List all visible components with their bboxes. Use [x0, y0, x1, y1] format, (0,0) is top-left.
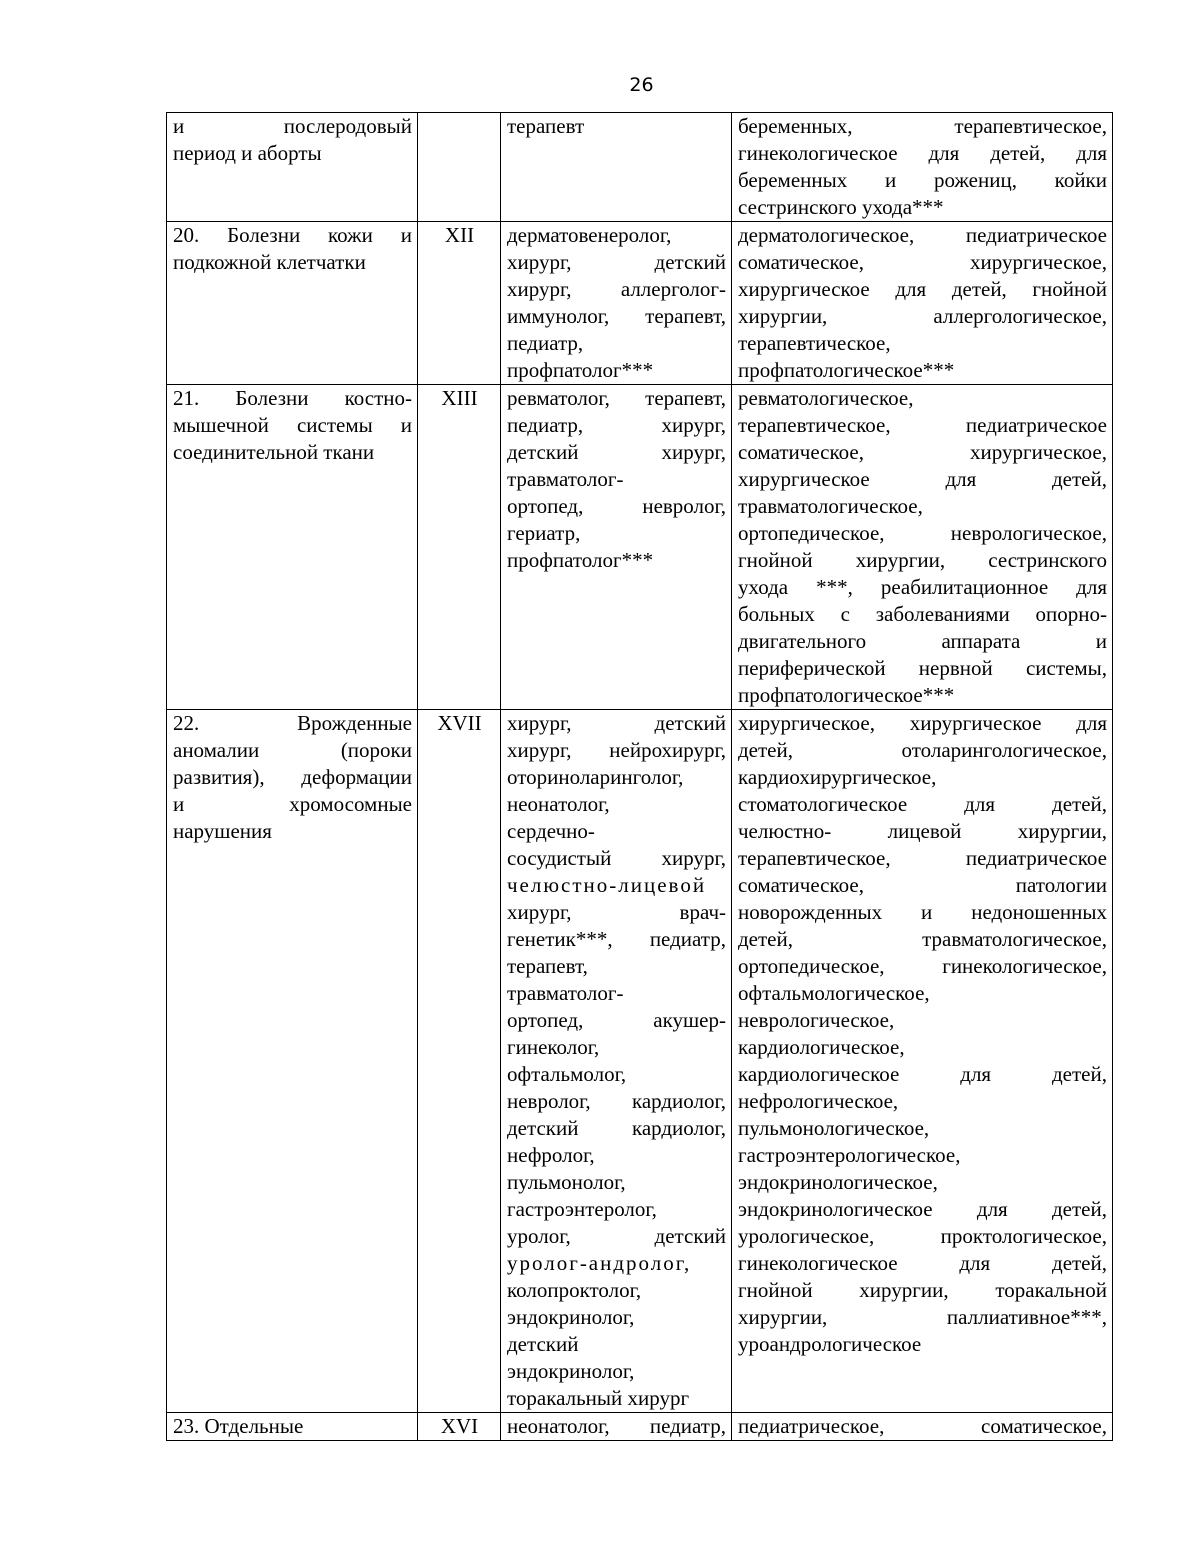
cell-text-line: мышечной системы и	[173, 413, 412, 437]
cell-text-line: эндокринологическое для детей,	[738, 1197, 1107, 1221]
cell-text-line: торакальный хирург	[507, 1386, 690, 1410]
cell-text-line: 23. Отдельные	[173, 1414, 304, 1438]
cell-text-line: генетик***, педиатр,	[507, 927, 726, 951]
cell-text-line: больных с заболеваниями опорно-	[738, 602, 1107, 626]
table-row	[167, 710, 1113, 1413]
cell-text-line: период и аборты	[173, 141, 322, 165]
cell-text-line: эндокринологическое,	[738, 1170, 938, 1194]
cell-text-line: новорожденных и недоношенных	[738, 900, 1107, 924]
cell-text-line: гнойной хирургии, торакальной	[738, 1278, 1107, 1302]
cell-text-line: колопроктолог,	[507, 1278, 642, 1302]
cell-text-line: урологическое, проктологическое,	[738, 1224, 1107, 1248]
cell-text-line: детский хирург,	[507, 440, 726, 464]
cell-text-line: детей, травматологическое,	[738, 927, 1107, 951]
cell-text-line: уроандрологическое	[738, 1332, 922, 1356]
cell-text-line: офтальмолог,	[507, 1062, 627, 1086]
cell-text-line: нефролог,	[507, 1143, 595, 1167]
cell-text-line: соматическое, хирургическое,	[738, 250, 1107, 274]
specialists-cell	[501, 1413, 732, 1441]
cell-text-line: педиатр,	[507, 331, 584, 355]
cell-text-line: нефрологическое,	[738, 1089, 899, 1113]
cell-text-line: развития), деформации	[173, 765, 412, 789]
cell-text-line: ревматолог, терапевт,	[507, 386, 726, 410]
cell-text-line: сосудистый хирург,	[507, 846, 726, 870]
cell-text-line: кардиологическое,	[738, 1035, 905, 1059]
cell-text-line: аномалии (пороки	[173, 738, 412, 762]
cell-text-line: гастроэнтеролог,	[507, 1197, 657, 1221]
cell-text-line: педиатрическое, соматическое,	[738, 1414, 1107, 1438]
icd-class-cell: XIII	[418, 385, 501, 710]
cell-text-line: иммунолог, терапевт,	[507, 304, 726, 328]
cell-text-line: офтальмологическое,	[738, 981, 930, 1005]
disease-cell	[167, 385, 418, 710]
cell-text-line: невролог, кардиолог,	[507, 1089, 726, 1113]
cell-text-line: терапевтическое, педиатрическое	[738, 846, 1107, 870]
cell-text-line: соматическое, хирургическое,	[738, 440, 1107, 464]
specialists-cell	[501, 710, 732, 1413]
cell-text-line: уролог, детский	[507, 1224, 726, 1248]
bed-profiles-cell	[732, 1413, 1113, 1441]
icd-class-cell: XVI	[418, 1413, 501, 1441]
cell-text-line: гериатр,	[507, 521, 581, 545]
cell-text-line: неонатолог,	[507, 792, 610, 816]
cell-text-line: дерматовенеролог,	[507, 223, 672, 247]
cell-text-line: 20. Болезни кожи и	[173, 223, 412, 247]
cell-text-line: дерматологическое, педиатрическое	[738, 223, 1107, 247]
specialists-cell	[501, 113, 732, 222]
disease-cell	[167, 222, 418, 385]
cell-text-line: хирург, детский	[507, 711, 726, 735]
cell-text-line: детский кардиолог,	[507, 1116, 726, 1140]
cell-text-line: хирургическое, хирургическое для	[738, 711, 1107, 735]
bed-profiles-cell	[732, 385, 1113, 710]
cell-text-line: и послеродовый	[173, 114, 412, 138]
cell-text-line: терапевт,	[507, 954, 588, 978]
cell-text-line: эндокринолог,	[507, 1305, 635, 1329]
specialists-cell	[501, 385, 732, 710]
table-row	[167, 113, 1113, 222]
medical-profile-table	[166, 112, 1113, 1441]
disease-cell	[167, 113, 418, 222]
cell-text-line: сердечно-	[507, 819, 595, 843]
cell-text-line: травматологическое,	[738, 494, 923, 518]
cell-text-line: двигательного аппарата и	[738, 629, 1107, 653]
cell-text-line: ортопед, невролог,	[507, 494, 726, 518]
cell-text-line: пульмонолог,	[507, 1170, 626, 1194]
disease-cell	[167, 710, 418, 1413]
cell-text-line: хирургии, паллиативное***,	[738, 1305, 1107, 1329]
cell-text-line: челюстно-лицевой	[507, 873, 707, 897]
cell-text-line: подкожной клетчатки	[173, 250, 366, 274]
icd-class-cell	[418, 113, 501, 222]
cell-text-line: гнойной хирургии, сестринского	[738, 548, 1107, 572]
cell-text-line: ортопедическое, гинекологическое,	[738, 954, 1107, 978]
cell-text-line: хирург, аллерголог-	[507, 277, 726, 301]
cell-text-line: оториноларинголог,	[507, 765, 684, 789]
cell-text-line: терапевт	[507, 114, 585, 138]
cell-text-line: детский	[507, 1332, 579, 1356]
cell-text-line: хирургическое для детей,	[738, 467, 1107, 491]
cell-text-line: гинекологическое для детей, для	[738, 141, 1107, 165]
cell-text-line: профпатологическое***	[738, 358, 955, 382]
bed-profiles-cell	[732, 710, 1113, 1413]
cell-text-line: нарушения	[173, 819, 272, 843]
bed-profiles-cell	[732, 113, 1113, 222]
specialists-cell	[501, 222, 732, 385]
cell-text-line: сестринского ухода***	[738, 195, 944, 219]
bed-profiles-cell	[732, 222, 1113, 385]
cell-text-line: беременных, терапевтическое,	[738, 114, 1107, 138]
cell-text-line: ревматологическое,	[738, 386, 914, 410]
cell-text-line: хирург, детский	[507, 250, 726, 274]
cell-text-line: хирург, врач-	[507, 900, 726, 924]
cell-text-line: 21. Болезни костно-	[173, 386, 412, 410]
table-row	[167, 222, 1113, 385]
cell-text-line: неонатолог, педиатр,	[507, 1414, 726, 1438]
cell-text-line: профпатологическое***	[738, 683, 955, 707]
cell-text-line: травматолог-	[507, 467, 624, 491]
cell-text-line: хирург, нейрохирург,	[507, 738, 726, 762]
table-row	[167, 385, 1113, 710]
cell-text-line: ухода ***, реабилитационное для	[738, 575, 1107, 599]
cell-text-line: детей, отоларингологическое,	[738, 738, 1107, 762]
cell-text-line: хирургическое для детей, гнойной	[738, 277, 1107, 301]
cell-text-line: кардиохирургическое,	[738, 765, 937, 789]
cell-text-line: педиатр, хирург,	[507, 413, 726, 437]
cell-text-line: травматолог-	[507, 981, 624, 1005]
cell-text-line: профпатолог***	[507, 548, 654, 572]
cell-text-line: 22. Врожденные	[173, 711, 412, 735]
icd-class-cell: XVII	[418, 710, 501, 1413]
cell-text-line: терапевтическое, педиатрическое	[738, 413, 1107, 437]
disease-cell	[167, 1413, 418, 1441]
cell-text-line: челюстно- лицевой хирургии,	[738, 819, 1107, 843]
page-number: 26	[629, 74, 654, 96]
cell-text-line: ортопед, акушер-	[507, 1008, 726, 1032]
cell-text-line: беременных и рожениц, койки	[738, 168, 1107, 192]
cell-text-line: пульмонологическое,	[738, 1116, 930, 1140]
cell-text-line: неврологическое,	[738, 1008, 895, 1032]
cell-text-line: соединительной ткани	[173, 440, 375, 464]
cell-text-line: эндокринолог,	[507, 1359, 635, 1383]
cell-text-line: терапевтическое,	[738, 331, 891, 355]
icd-class-cell: XII	[418, 222, 501, 385]
table-row	[167, 1413, 1113, 1441]
cell-text-line: ортопедическое, неврологическое,	[738, 521, 1107, 545]
cell-text-line: гинеколог,	[507, 1035, 600, 1059]
cell-text-line: уролог-андролог,	[507, 1251, 692, 1275]
cell-text-line: хирургии, аллергологическое,	[738, 304, 1107, 328]
cell-text-line: кардиологическое для детей,	[738, 1062, 1107, 1086]
cell-text-line: гастроэнтерологическое,	[738, 1143, 961, 1167]
cell-text-line: и хромосомные	[173, 792, 412, 816]
cell-text-line: соматическое, патологии	[738, 873, 1107, 897]
cell-text-line: периферической нервной системы,	[738, 656, 1107, 680]
cell-text-line: стоматологическое для детей,	[738, 792, 1107, 816]
cell-text-line: гинекологическое для детей,	[738, 1251, 1107, 1275]
cell-text-line: профпатолог***	[507, 358, 654, 382]
